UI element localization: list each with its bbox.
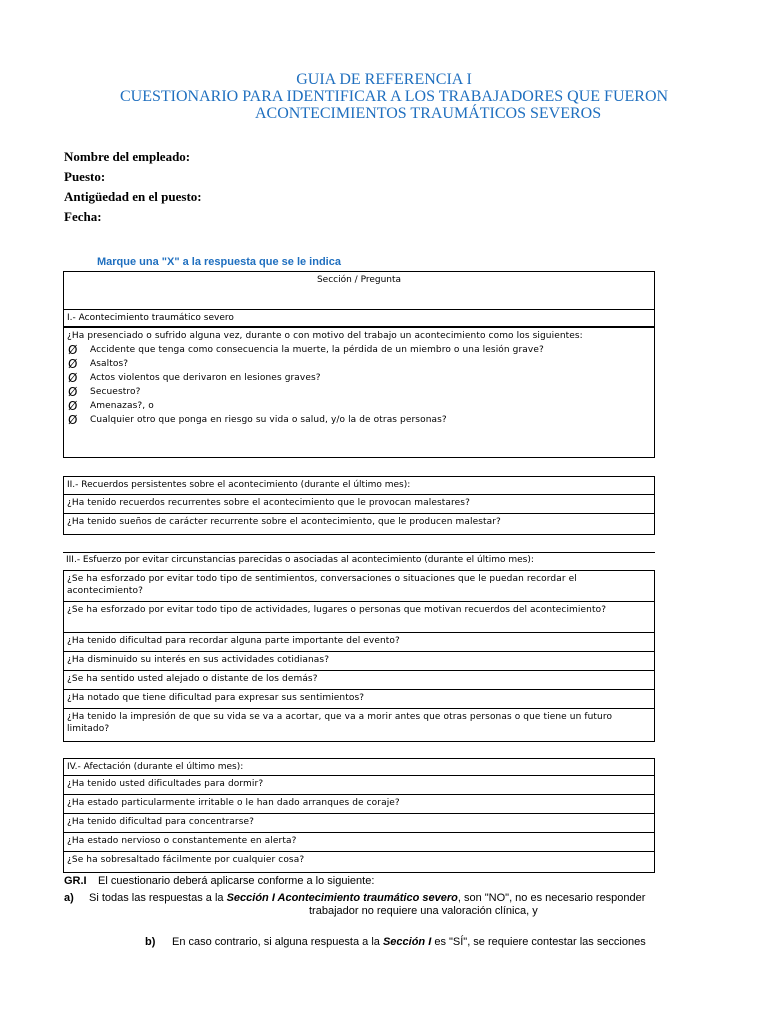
section-4-title	[63, 758, 655, 776]
list-item-text: Amenazas?, o	[90, 401, 154, 411]
date-label: Fecha:	[64, 209, 102, 224]
bullet-icon: Ø	[68, 357, 78, 371]
table-row	[63, 494, 655, 514]
question-text: ¿Ha tenido dificultad para recordar alguna parte importante del evento?	[67, 636, 400, 646]
table-row	[63, 651, 655, 671]
section-3-title-text: III.- Esfuerzo por evitar circunstancias parecidas o asociadas al acontecimiento (durante el último mes):	[66, 555, 534, 565]
item-b-text: En caso contrario, si alguna respuesta a la Sección I es "SÍ", se requiere contestar las secciones	[172, 936, 646, 948]
list-item	[67, 385, 651, 399]
table-row	[63, 601, 655, 633]
table-row	[63, 513, 655, 535]
seniority-label: Antigüedad en el puesto:	[64, 189, 202, 204]
section-2-title-text: II.- Recuerdos persistentes sobre el acontecimiento (durante el último mes):	[67, 480, 411, 490]
footer-intro: El cuestionario deberá aplicarse conforme a lo siguiente:	[98, 875, 375, 887]
instruction-text: Marque una "X" a la respuesta que se le indica	[97, 256, 341, 268]
question-text: ¿Se ha esforzado por evitar todo tipo de actividades, lugares o personas que motivan recuerdos del acontecimiento?	[67, 605, 607, 615]
table-row	[63, 832, 655, 852]
section-1-question	[63, 327, 655, 458]
bullet-icon: Ø	[68, 371, 78, 385]
question-text: ¿Se ha sentido usted alejado o distante de los demás?	[67, 674, 318, 684]
question-text: ¿Ha notado que tiene dificultad para expresar sus sentimientos?	[67, 693, 365, 703]
question-text: ¿Ha tenido la impresión de que su vida se va a acortar, que va a morir antes que otras personas o que tiene un futuro limitado?	[67, 712, 613, 734]
question-text: ¿Ha estado particularmente irritable o le han dado arranques de coraje?	[67, 798, 400, 808]
question-text: ¿Ha tenido usted dificultades para dormir?	[67, 779, 264, 789]
item-b-label: b)	[145, 936, 156, 948]
list-item	[67, 413, 651, 427]
document-subtitle-2: ACONTECIMIENTOS TRAUMÁTICOS SEVEROS	[255, 105, 602, 122]
table-row	[63, 632, 655, 652]
document-title: GUIA DE REFERENCIA I	[296, 71, 472, 88]
section-2-title	[63, 476, 655, 495]
table-row	[63, 813, 655, 833]
list-item	[67, 371, 651, 385]
item-a-text-cont: trabajador no requiere una valoración clínica, y	[309, 905, 538, 917]
item-a-label: a)	[64, 892, 74, 904]
list-item-text: Asaltos?	[90, 359, 129, 369]
table-header-label: Sección / Pregunta	[316, 275, 402, 285]
section-1-title-text: I.- Acontecimiento traumático severo	[67, 313, 234, 323]
gr-label: GR.I	[64, 875, 87, 887]
list-item	[67, 343, 651, 357]
table-row	[63, 775, 655, 795]
bullet-icon: Ø	[68, 385, 78, 399]
list-item-text: Accidente que tenga como consecuencia la muerte, la pérdida de un miembro o una lesión grave?	[90, 345, 544, 355]
list-item	[67, 357, 651, 371]
section-1-question-text: ¿Ha presenciado o sufrido alguna vez, durante o con motivo del trabajo un acontecimiento como los siguientes:	[67, 331, 583, 341]
table-row	[63, 670, 655, 690]
bullet-icon: Ø	[68, 343, 78, 357]
table-row	[63, 689, 655, 709]
question-text: ¿Se ha esforzado por evitar todo tipo de sentimientos, conversaciones o situaciones que le puedan recordar el acontecimiento?	[67, 574, 577, 596]
list-item-text: Actos violentos que derivaron en lesiones graves?	[90, 373, 321, 383]
document-subtitle: CUESTIONARIO PARA IDENTIFICAR A LOS TRABAJADORES QUE FUERON	[120, 88, 669, 105]
list-item	[67, 399, 651, 413]
section-1-title	[63, 309, 655, 327]
list-item-text: Secuestro?	[90, 387, 141, 397]
bullet-icon: Ø	[68, 399, 78, 413]
question-text: ¿Ha tenido sueños de carácter recurrente sobre el acontecimiento, que le producen malestar?	[67, 517, 501, 527]
question-text: ¿Ha tenido recuerdos recurrentes sobre el acontecimiento que le provocan malestares?	[67, 498, 470, 508]
table-row	[63, 570, 655, 602]
question-text: ¿Ha tenido dificultad para concentrarse?	[67, 817, 255, 827]
section-4-title-text: IV.- Afectación (durante el último mes):	[67, 762, 244, 772]
question-text: ¿Se ha sobresaltado fácilmente por cualquier cosa?	[67, 855, 305, 865]
table-header	[63, 271, 655, 310]
table-row	[63, 708, 655, 742]
table-row	[63, 794, 655, 814]
question-text: ¿Ha disminuido su interés en sus actividades cotidianas?	[67, 655, 330, 665]
position-label: Puesto:	[64, 169, 106, 184]
table-row	[63, 851, 655, 873]
employee-name-label: Nombre del empleado:	[64, 149, 191, 164]
item-a-text: Si todas las respuestas a la Sección I Acontecimiento traumático severo, son "NO", no es necesario responder	[89, 892, 646, 904]
question-text: ¿Ha estado nervioso o constantemente en alerta?	[67, 836, 297, 846]
list-item-text: Cualquier otro que ponga en riesgo su vida o salud, y/o la de otras personas?	[90, 415, 447, 425]
bullet-icon: Ø	[68, 413, 78, 427]
section-3-title	[63, 552, 537, 568]
